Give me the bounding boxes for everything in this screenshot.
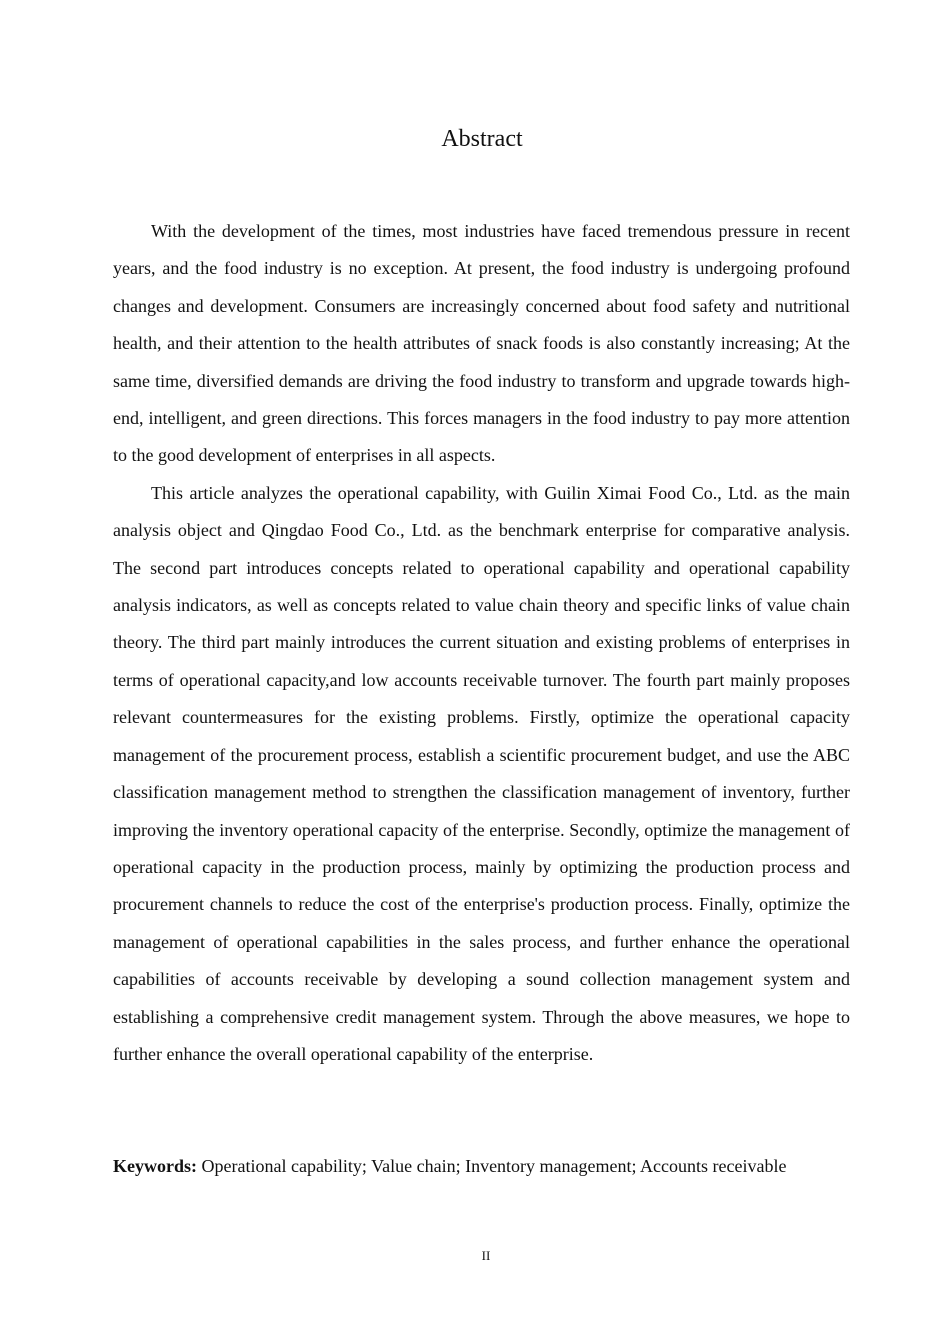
keywords-line (113, 1148, 873, 1184)
page-number: II (481, 1248, 491, 1263)
abstract-body (113, 213, 850, 1073)
keywords-list: Operational capability; Value chain; Inventory management; Accounts receivable (197, 1156, 787, 1176)
keywords-label: Keywords: (113, 1156, 197, 1176)
abstract-paragraph-1: With the development of the times, most industries have faced tremendous pressure in recent years, and the food industry is no exception. At present, the food industry is undergoing profound changes and development. Consumers are increasingly concerned about food safety and nutritional health, and their attention to the health attributes of snack foods is also constantly increasing; At the same time, diversified demands are driving the food industry to transform and upgrade towards high-end, intelligent, and green directions. This forces managers in the food industry to pay more attention to the good development of enterprises in all aspects. (113, 221, 850, 466)
abstract-title: Abstract (441, 126, 523, 152)
abstract-paragraph-2: This article analyzes the operational capability, with Guilin Ximai Food Co., Ltd. as the main analysis object and Qingdao Food Co., Ltd. as the benchmark enterprise for comparative analysis. The second part introduces concepts related to operational capability and operational capability analysis indicators, as well as concepts related to value chain theory and specific links of value chain theory. The third part mainly introduces the current situation and existing problems of enterprises in terms of operational capacity,and low accounts receivable turnover. The fourth part mainly proposes relevant countermeasures for the existing problems. Firstly, optimize the operational capacity management of the procurement process, establish a scientific procurement budget, and use the ABC classification management method to strengthen the classification management of inventory, further improving the inventory operational capacity of the enterprise. Secondly, optimize the management of operational capacity in the production process, mainly by optimizing the production process and procurement channels to reduce the cost of the enterprise's production process. Finally, optimize the management of operational capabilities in the sales process, and further enhance the operational capabilities of accounts receivable by developing a sound collection management system and establishing a comprehensive credit management system. Through the above measures, we hope to further enhance the overall operational capability of the enterprise. (113, 482, 850, 1064)
